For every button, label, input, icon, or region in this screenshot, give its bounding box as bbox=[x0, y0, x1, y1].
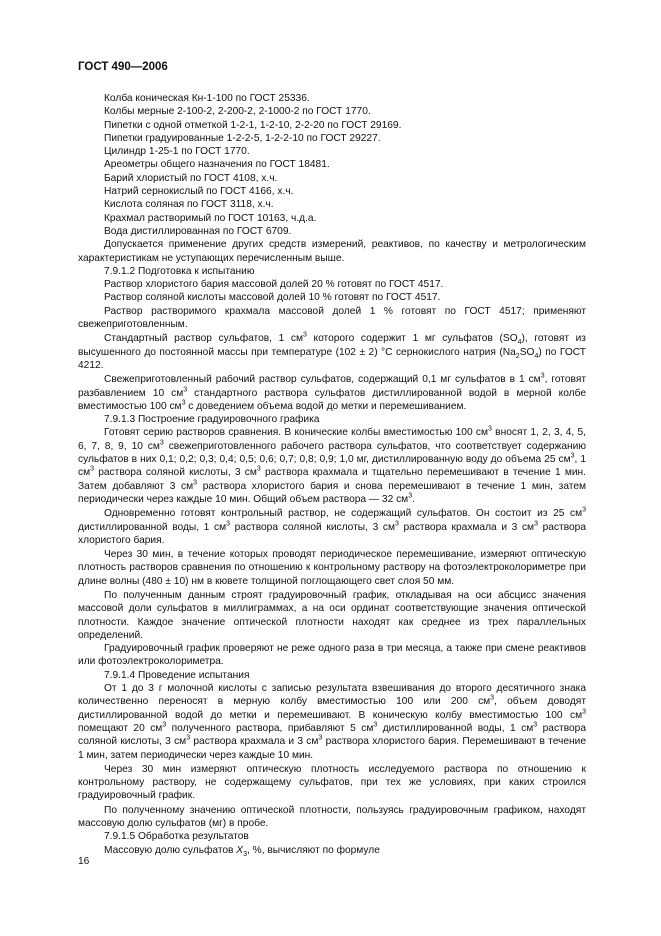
paragraph-graph-check: Градуировочный график проверяют не реже одного раза в три месяца, а также при смене реактивов или фотоэлектроколориметра. bbox=[78, 643, 586, 668]
list-item: Кислота соляная по ГОСТ 3118, х.ч. bbox=[104, 199, 274, 211]
list-item: Колбы мерные 2-100-2, 2-200-2, 2-1000-2 по ГОСТ 1770. bbox=[104, 106, 371, 118]
paragraph-test-measure: Через 30 мин измеряют оптическую плотность исследуемого раствора по отношению к контрольному раствору, не содержащему сульфатов, при тех же условиях, при каких строился градуировочный график. bbox=[78, 763, 586, 802]
list-item: Натрий сернокислый по ГОСТ 4166, х.ч. bbox=[104, 186, 294, 198]
paragraph-allowed: Допускается применение других средств измерений, реактивов, по качеству и метрологическим характеристикам не уступающих перечисленным выше. bbox=[78, 239, 586, 264]
section-heading-7-9-1-4: 7.9.1.4 Проведение испытания bbox=[104, 669, 250, 681]
section-heading-7-9-1-2: 7.9.1.2 Подготовка к испытанию bbox=[104, 265, 255, 277]
paragraph-formula-intro: Массовую долю сульфатов $X_3$, %, вычисляют по формуле bbox=[104, 844, 380, 858]
paragraph-graph: По полученным данным строят градуировочный график, откладывая на оси абсцисс значения массовой доли сульфатов в миллиграммах, а на оси ординат соответствующие значения оптической плотности. Каждое значение оптической плотности находят как среднее из трех параллельных определений. bbox=[78, 589, 586, 641]
list-item: Ареометры общего назначения по ГОСТ 18481. bbox=[104, 159, 330, 171]
paragraph-control-solution: Одновременно готовят контрольный раствор, не содержащий сульфатов. Он состоит из 25 $см^3$ дистиллированной воды, 1 $см^3$ раствора соляной кислоты, 3 $см^3$ раствора крахмала и 3 $см^3$ раствора хлористого бария. bbox=[78, 506, 586, 546]
paragraph-series: Готовят серию растворов сравнения. В конические колбы вместимостью 100 $см^3$ вносят 1, 2, 3, 4, 5, 6, 7, 8, 9, 10 $см^3$ свежеприготовленного рабочего раствора сульфатов, что соответствует содержанию сульфатов в них 0,1; 0,2; 0,3; 0,4; 0,5; 0,6; 0,7; 0,8; 0,9; 1,0 мг, дистиллированную воду до объема 25 $см^3$, 1 $см^3$ раствора соляной кислоты, 3 $см^3$ раствора крахмала и тщательно перемешивают в течение 1 мин. Затем добавляют 3 $см^3$ раствора хлористого бария и снова перемешивают в течение 1 мин, затем периодически через каждые 10 мин. Общий объем раствора — 32 $см^3$. bbox=[78, 426, 587, 505]
paragraph-standard-solution: Стандартный раствор сульфатов, 1 $см^3$ которого содержит 1 мг сульфатов $(SO_4)$, готовят из высушенного до постоянной массы при температуре (102 ± 2) °С сернокислого натрия $(Na_2SO_4)$ по ГОСТ 4212. bbox=[78, 331, 586, 371]
section-heading-7-9-1-5: 7.9.1.5 Обработка результатов bbox=[104, 831, 249, 843]
list-item: Пипетки градуированные 1-2-2-5, 1-2-2-10 по ГОСТ 29227. bbox=[104, 132, 381, 144]
equipment-list bbox=[78, 92, 586, 238]
paragraph-barium-solution: Раствор хлористого бария массовой долей 20 % готовят по ГОСТ 4517. bbox=[104, 279, 444, 291]
list-item: Колба коническая Кн-1-100 по ГОСТ 25336. bbox=[104, 93, 310, 104]
paragraph-acid-solution: Раствор соляной кислоты массовой долей 10 % готовят по ГОСТ 4517. bbox=[104, 292, 441, 304]
list-item: Цилиндр 1-25-1 по ГОСТ 1770. bbox=[104, 146, 250, 158]
paragraph-measurement: Через 30 мин, в течение которых проводят периодическое перемешивание, измеряют оптическую плотность растворов сравнения по отношению к контрольному раствору на фотоэлектроколориметре при длине волны (480 ± 10) нм в кювете толщиной поглощающего свет слоя 50 мм. bbox=[78, 549, 586, 587]
list-item: Барий хлористый по ГОСТ 4108, х.ч. bbox=[104, 172, 278, 184]
paragraph-result-found: По полученному значению оптической плотности, пользуясь градуировочным графиком, находят массовую долю сульфатов (мг) в пробе. bbox=[78, 804, 586, 830]
paragraph-starch-solution: Раствор растворимого крахмала массовой долей 1 % готовят по ГОСТ 4517; применяют свежеприготовленным. bbox=[78, 305, 586, 331]
paragraph-working-solution: Свежеприготовленный рабочий раствор сульфатов, содержащий 0,1 мг сульфатов в 1 $см^3$, готовят разбавлением 10 $см^3$ стандартного раствора сульфатов дистиллированной водой в мерной колбе вместимостью 100 $см^3$ с доведением объема водой до метки и перемешиванием. bbox=[78, 372, 587, 412]
section-heading-7-9-1-3: 7.9.1.3 Построение градуировочного графика bbox=[104, 414, 320, 426]
list-item: Пипетки с одной отметкой 1-2-1, 1-2-10, 2-2-20 по ГОСТ 29169. bbox=[104, 119, 402, 131]
list-item: Крахмал растворимый по ГОСТ 10163, ч.д.а. bbox=[104, 212, 317, 224]
document-body bbox=[78, 92, 586, 857]
page-number: 16 bbox=[78, 856, 90, 867]
paragraph-test-procedure: От 1 до 3 г молочной кислоты с записью результата взвешивания до второго десятичного знака количественно переносят в мерную колбу вместимостью 100 или 200 $см^3$, объем доводят дистиллированной водой до метки и перемешивают. В коническую колбу вместимостью 100 $см^3$ помещают 20 $см^3$ полученного раствора, прибавляют 5 $см^3$ дистиллированной воды, 1 $см^3$ раствора соляной кислоты, 3 $см^3$ раствора крахмала и 3 $см^3$ раствора хлористого бария. Перемешивают в течение 1 мин, затем периодически через каждые 10 мин. bbox=[78, 683, 586, 761]
list-item: Вода дистиллированная по ГОСТ 6709. bbox=[104, 225, 292, 237]
page-header: ГОСТ 490—2006 bbox=[78, 61, 168, 73]
